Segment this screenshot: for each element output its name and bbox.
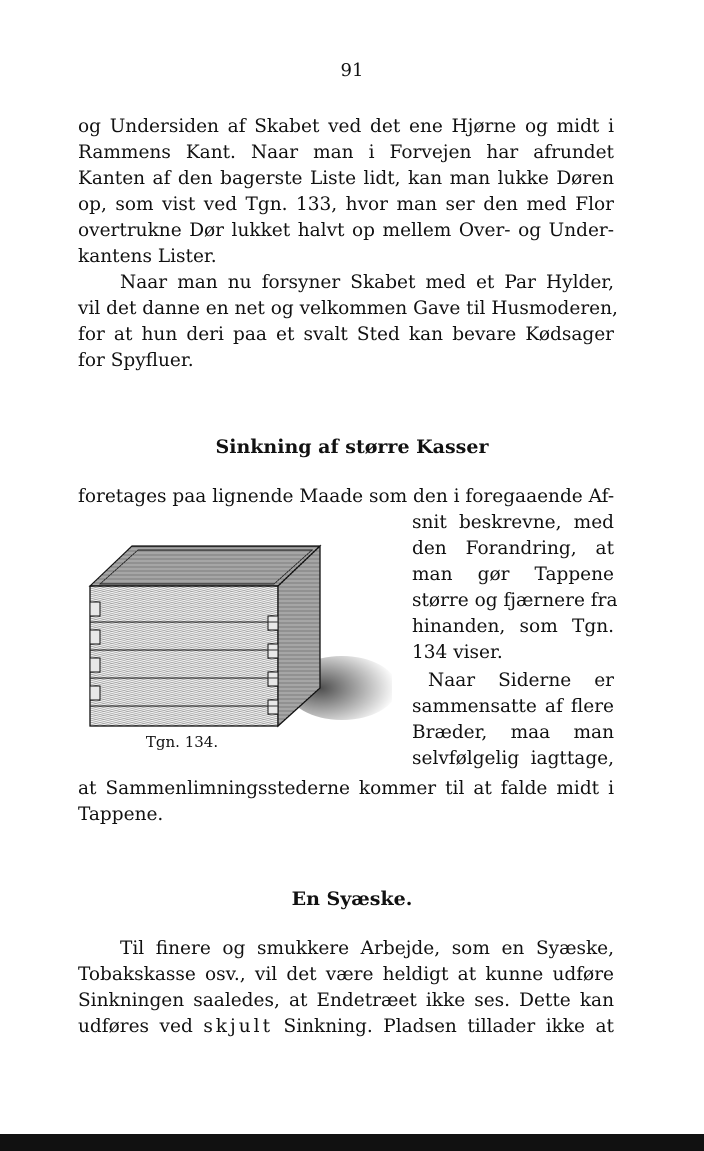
page-number: 91 <box>340 60 364 81</box>
text-line: 134 viser. <box>412 642 503 663</box>
text-line: større og fjærnere fra <box>412 590 618 611</box>
text-line: for Spyfluer. <box>78 350 194 371</box>
box-front <box>90 586 278 726</box>
text-line: at Sammenlimningsstederne kommer til at falde midt i <box>78 778 614 799</box>
text-line: sammensatte af flere <box>412 696 614 717</box>
text-line: for at hun deri paa et svalt Sted kan bevare Kødsager <box>78 324 614 345</box>
text-line: Kanten af den bagerste Liste lidt, kan man lukke Døren <box>78 168 614 189</box>
section-heading: En Syæske. <box>291 888 413 910</box>
text-line: Til finere og smukkere Arbejde, som en Syæske, <box>120 938 614 959</box>
text-line: Tobakskasse osv., vil det være heldigt at kunne udføre <box>78 964 614 985</box>
text-line <box>78 1014 614 1040</box>
figure-caption: Tgn. 134. <box>145 733 219 751</box>
text-line: snit beskrevne, med <box>412 512 614 533</box>
section-heading: Sinkning af større Kasser <box>215 436 489 458</box>
text-line: overtrukne Dør lukket halvt op mellem Over- og Under- <box>78 220 614 241</box>
text-line: den Forandring, at <box>412 538 614 559</box>
text-line: op, som vist ved Tgn. 133, hvor man ser den med Flor <box>78 194 614 215</box>
text-line: Naar man nu forsyner Skabet med et Par Hylder, <box>120 272 614 293</box>
text-line: Sinkningen saaledes, at Endetræet ikke ses. Dette kan <box>78 990 614 1011</box>
text-line: Rammens Kant. Naar man i Forvejen har afrundet <box>78 142 614 163</box>
text-line: hinanden, som Tgn. <box>412 616 614 637</box>
text-line: selvfølgelig iagttage, <box>412 748 614 769</box>
spaced-emphasis: skjult <box>203 1016 274 1037</box>
text-line: vil det danne en net og velkommen Gave til Husmoderen, <box>78 298 618 319</box>
text-line: Bræder, maa man <box>412 722 614 743</box>
text-line: Tappene. <box>78 804 164 825</box>
text-line: Naar Siderne er <box>428 670 614 691</box>
text-line: foretages paa lignende Maade som den i foregaaende Af- <box>78 486 615 507</box>
box-illustration <box>82 538 392 738</box>
text-line: kantens Lister. <box>78 246 217 267</box>
text-segment: Sinkning. Pladsen tillader ikke at <box>273 1016 614 1037</box>
text-line: man gør Tappene <box>412 564 614 585</box>
text-segment: udføres ved <box>78 1016 204 1037</box>
text-line: og Undersiden af Skabet ved det ene Hjørne og midt i <box>78 116 614 137</box>
page-edge-bar <box>0 1134 704 1151</box>
